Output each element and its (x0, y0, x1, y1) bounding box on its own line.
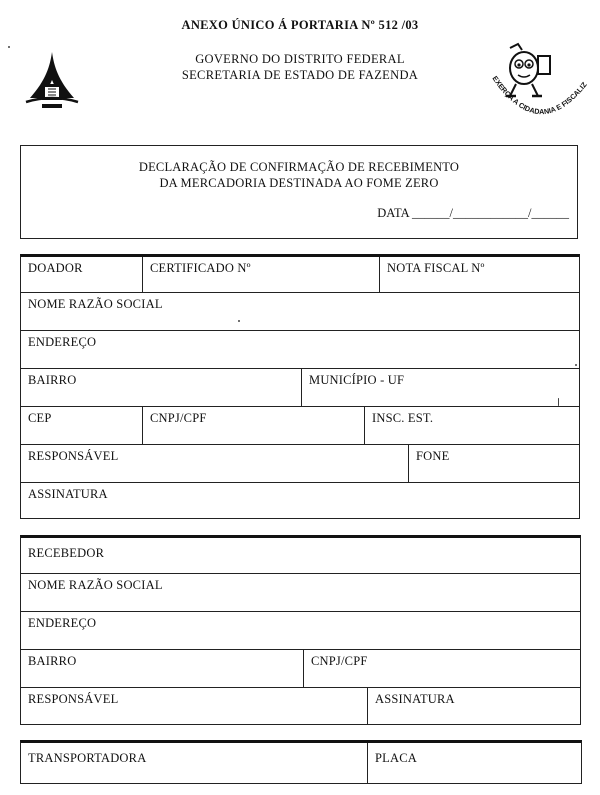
donor-bairro-field[interactable]: BAIRRO (28, 373, 77, 387)
declaration-title-line2: DA MERCADORIA DESTINADA AO FOME ZERO (159, 176, 439, 190)
donor-row-1 (21, 257, 579, 293)
scan-speck (8, 46, 10, 48)
scan-speck (558, 398, 559, 406)
donor-row-2 (21, 293, 579, 331)
recipient-section (20, 535, 581, 725)
right-logo-text: EXERÇA A CIDADANIA E FISCALIZ (490, 74, 588, 117)
fone-field[interactable]: FONE (408, 445, 579, 482)
scan-speck (575, 364, 577, 366)
donor-row-4 (21, 369, 579, 407)
transportadora-field[interactable]: TRANSPORTADORA (28, 751, 147, 765)
recipient-responsavel-field[interactable]: RESPONSÁVEL (28, 692, 119, 706)
placa-field[interactable]: PLACA (367, 743, 581, 783)
donor-endereco-field[interactable]: ENDEREÇO (28, 335, 97, 349)
recipient-row-5 (21, 688, 580, 724)
scan-speck (238, 320, 240, 322)
recipient-row-4 (21, 650, 580, 688)
recipient-endereco-field[interactable]: ENDEREÇO (28, 616, 97, 630)
recipient-row-3 (21, 612, 580, 650)
recipient-cnpj-cpf-field[interactable]: CNPJ/CPF (303, 650, 580, 687)
recipient-nome-razao-social-field[interactable]: NOME RAZÃO SOCIAL (28, 578, 163, 592)
donor-row-7 (21, 483, 579, 519)
donor-row-5 (21, 407, 579, 445)
gdf-logo-icon (24, 50, 80, 112)
nota-fiscal-field[interactable]: NOTA FISCAL Nº (379, 257, 579, 292)
recipient-row-1 (21, 538, 580, 574)
recipient-bairro-field[interactable]: BAIRRO (28, 654, 77, 668)
recipient-row-2 (21, 574, 580, 612)
municipio-uf-field[interactable]: MUNICÍPIO - UF (301, 369, 579, 406)
declaration-title-box (20, 145, 578, 239)
recipient-assinatura-field[interactable]: ASSINATURA (367, 688, 580, 724)
annex-title: ANEXO ÚNICO Á PORTARIA Nº 512 /03 (181, 18, 419, 32)
donor-row-3 (21, 331, 579, 369)
doador-field[interactable]: DOADOR (28, 261, 83, 275)
date-field[interactable]: DATA ______/____________/______ (377, 206, 569, 220)
secretariat-name: SECRETARIA DE ESTADO DE FAZENDA (181, 68, 419, 82)
donor-row-6 (21, 445, 579, 483)
donor-section (20, 254, 580, 519)
recebedor-field[interactable]: RECEBEDOR (28, 546, 105, 560)
declaration-title-line1: DECLARAÇÃO DE CONFIRMAÇÃO DE RECEBIMENTO (138, 160, 460, 174)
cidadania-mascot-logo (488, 42, 588, 130)
insc-est-field[interactable]: INSC. EST. (364, 407, 579, 444)
donor-responsavel-field[interactable]: RESPONSÁVEL (28, 449, 119, 463)
donor-nome-razao-social-field[interactable]: NOME RAZÃO SOCIAL (28, 297, 163, 311)
carrier-row (21, 743, 581, 783)
donor-cnpj-cpf-field[interactable]: CNPJ/CPF (142, 407, 364, 444)
donor-assinatura-field[interactable]: ASSINATURA (28, 487, 108, 501)
certificado-field[interactable]: CERTIFICADO Nº (142, 257, 379, 292)
cep-field[interactable]: CEP (28, 411, 52, 425)
carrier-section (20, 740, 582, 784)
government-name: GOVERNO DO DISTRITO FEDERAL (195, 52, 405, 66)
